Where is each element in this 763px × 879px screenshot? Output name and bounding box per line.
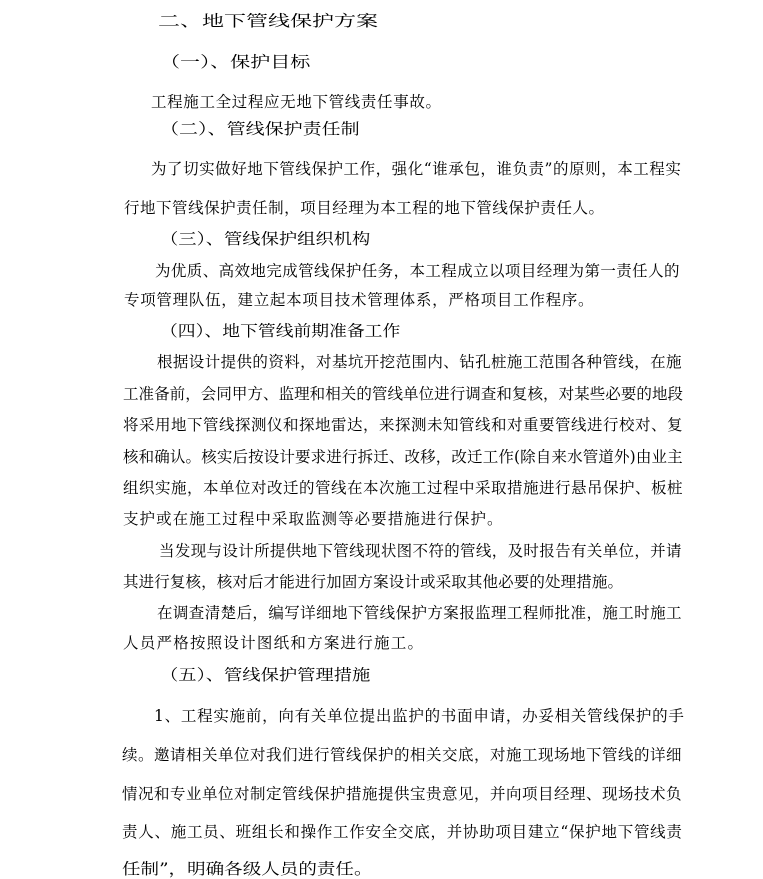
paragraph-line: 人员严格按照设计图纸和方案进行施工。 <box>123 634 425 652</box>
paragraph-line: 组织实施，本单位对改迁的管线在本次施工过程中采取措施进行悬吊保护、板桩 <box>123 479 684 497</box>
subsection-heading: （四）、地下管线前期准备工作 <box>160 322 401 340</box>
paragraph-line: 工程施工全过程应无地下管线责任事故。 <box>151 93 442 111</box>
paragraph-line: 将采用地下管线探测仪和探地雷达，来探测未知管线和对重要管线进行校对、复 <box>123 416 684 434</box>
paragraph-line: 支护或在施工过程中采取监测等必要措施进行保护。 <box>123 510 504 528</box>
subsection-heading: （二）、管线保护责任制 <box>160 120 360 138</box>
paragraph-line: 工准备前，会同甲方、监理和相关的管线单位进行调查和复核，对某些必要的地段 <box>123 385 684 403</box>
section-heading: 二、地下管线保护方案 <box>158 12 379 30</box>
paragraph-line: 根据设计提供的资料，对基坑开挖范围内、钻孔桩施工范围各种管线，在施 <box>157 353 682 371</box>
subsection-heading: （一）、保护目标 <box>160 53 311 71</box>
paragraph-line: 为优质、高效地完成管线保护任务，本工程成立以项目经理为第一责任人的 <box>155 262 680 280</box>
paragraph-line: 责人、施工员、班组长和操作工作安全交底，并协助项目建立“保护地下管线责 <box>122 823 683 841</box>
subsection-heading: （三）、管线保护组织机构 <box>160 230 371 248</box>
paragraph-line: 其进行复核，核对后才能进行加固方案设计或采取其他必要的处理措施。 <box>123 573 624 591</box>
paragraph-line: 行地下管线保护责任制，项目经理为本工程的地下管线保护责任人。 <box>124 199 605 217</box>
paragraph-line: 情况和专业单位对制定管线保护措施提供宝贵意见，并向项目经理、现场技术负 <box>122 785 683 803</box>
paragraph-line: 续。邀请相关单位对我们进行管线保护的相关交底，对施工现场地下管线的详细 <box>122 746 683 764</box>
paragraph-line: 当发现与设计所提供地下管线现状图不符的管线，及时报告有关单位，并请 <box>159 542 682 560</box>
paragraph-line: 1、工程实施前，向有关单位提出监护的书面申请，办妥相关管线保护的手 <box>154 707 685 725</box>
paragraph-line: 核和确认。核实后按设计要求进行拆迁、改移，改迁工作(除自来水管道外)由业主 <box>123 448 683 466</box>
paragraph-line: 任制”，明确各级人员的责任。 <box>122 860 373 878</box>
subsection-heading: （五）、管线保护管理措施 <box>160 666 371 684</box>
paragraph-line: 专项管理队伍，建立起本项目技术管理体系，严格项目工作程序。 <box>124 291 595 309</box>
paragraph-line: 为了切实做好地下管线保护工作，强化“谁承包，谁负责”的原则，本工程实 <box>151 160 682 178</box>
paragraph-line: 在调查清楚后，编写详细地下管线保护方案报监理工程师批准，施工时施工 <box>157 604 682 622</box>
